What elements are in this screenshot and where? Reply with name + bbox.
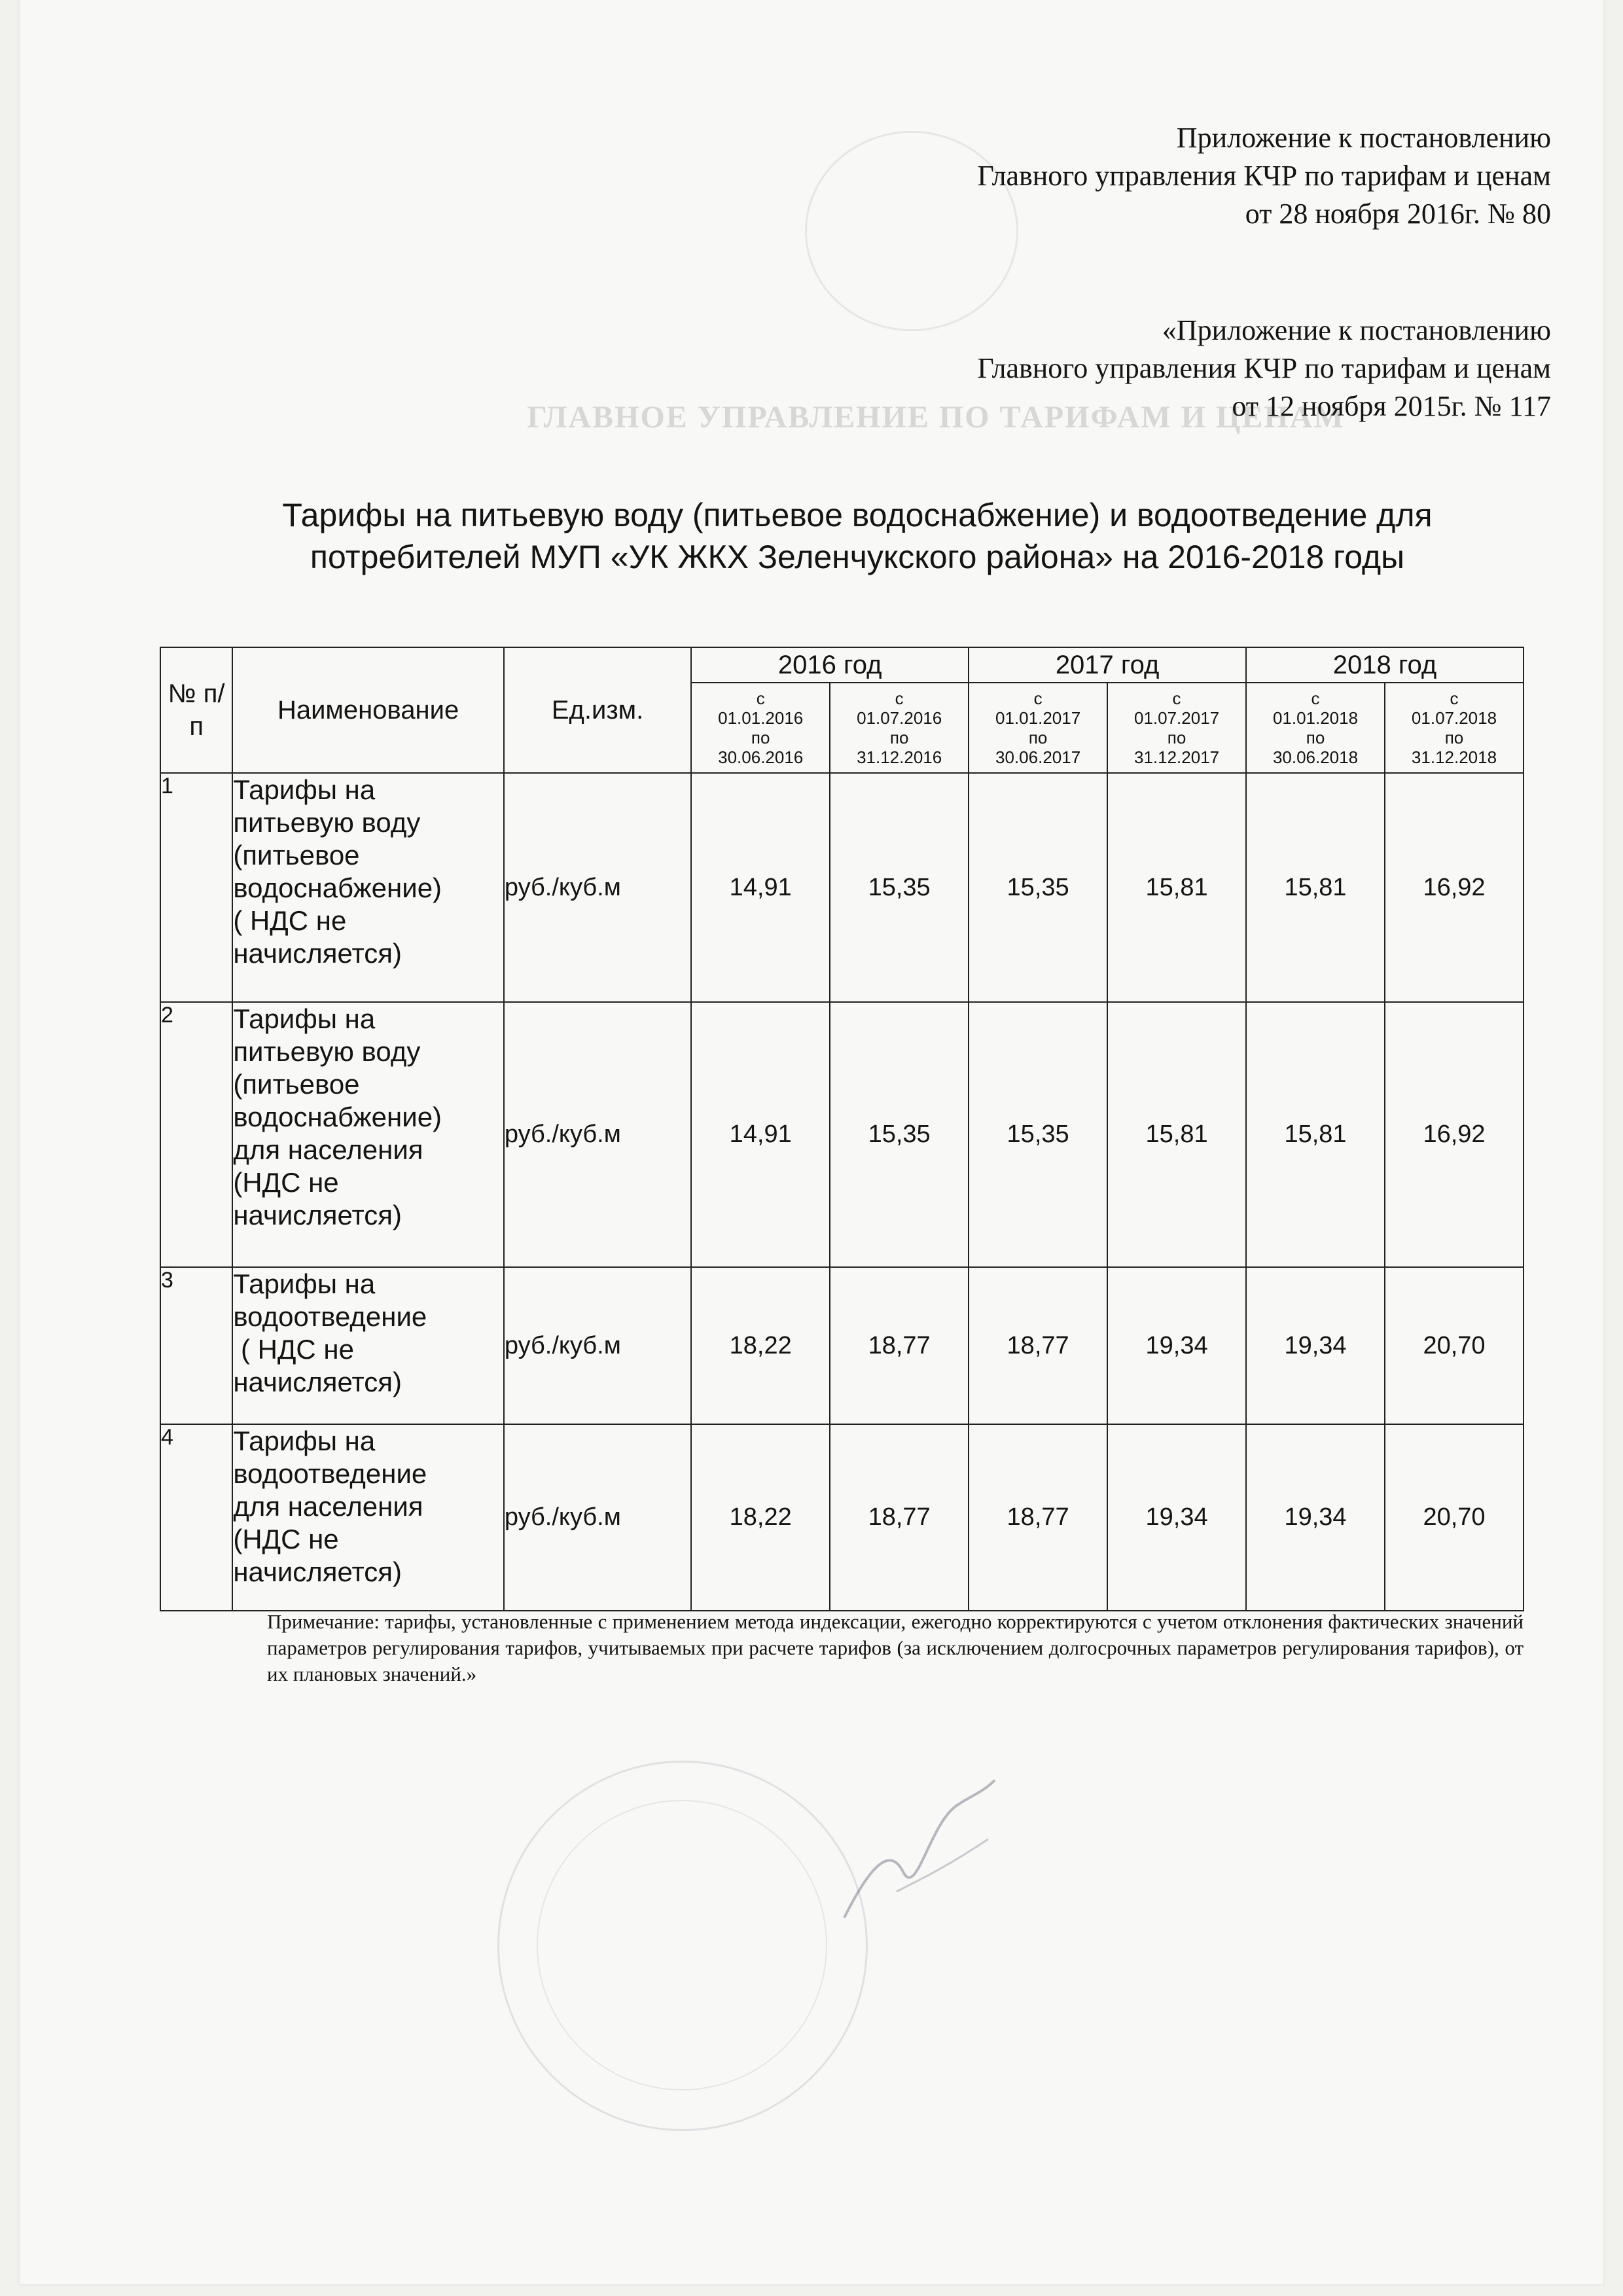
- tariff-value: 15,81: [1107, 1002, 1246, 1267]
- table-header-row: [160, 647, 1524, 683]
- table-note: Примечание: тарифы, установленные с применением метода индексации, ежегодно корректируются с учетом отклонения фактических значений параметров регулирования тарифов, учитываемых при расчете тарифов (за исключением долгосрочных параметров регулирования тарифов), от их плановых значений.»: [267, 1610, 1524, 1685]
- tariff-value: 15,81: [1107, 773, 1246, 1002]
- tariff-value: 19,34: [1107, 1424, 1246, 1611]
- tariff-value: 15,35: [830, 773, 969, 1002]
- row-number: 2: [160, 1002, 232, 1267]
- column-header-period: с 01.07.2018 по 31.12.2018: [1385, 683, 1524, 773]
- header-line: «Приложение к постановлению: [1162, 314, 1551, 346]
- row-name: Тарифы на питьевую воду (питьевое водоснабжение) ( НДС не начисляется): [232, 773, 504, 1002]
- header-line: от 28 ноября 2016г. № 80: [1245, 198, 1551, 230]
- appendix-header-current: [977, 119, 1551, 233]
- row-number: 1: [160, 773, 232, 1002]
- document-title: [196, 494, 1518, 578]
- column-header-name: Наименование: [232, 647, 504, 773]
- table-row: [160, 1002, 1524, 1267]
- row-unit: руб./куб.м: [504, 1424, 691, 1611]
- tariff-value: 15,35: [969, 773, 1107, 1002]
- table-row: [160, 1267, 1524, 1424]
- tariff-value: 15,35: [969, 1002, 1107, 1267]
- column-header-number: № п/п: [160, 647, 232, 773]
- tariff-value: 16,92: [1385, 1002, 1524, 1267]
- table-row: [160, 1424, 1524, 1611]
- title-line: Тарифы на питьевую воду (питьевое водоснабжение) и водоотведение для: [282, 497, 1433, 533]
- row-name: Тарифы на водоотведение для населения (НДС не начисляется): [232, 1424, 504, 1611]
- column-header-period: с 01.07.2016 по 31.12.2016: [830, 683, 969, 773]
- tariff-value: 19,34: [1107, 1267, 1246, 1424]
- header-line: Главного управления КЧР по тарифам и ценам: [977, 352, 1551, 384]
- tariff-value: 14,91: [691, 1002, 830, 1267]
- column-header-period: с 01.01.2017 по 30.06.2017: [969, 683, 1107, 773]
- column-header-period: с 01.01.2018 по 30.06.2018: [1246, 683, 1385, 773]
- title-line: потребителей МУП «УК ЖКХ Зеленчукского района» на 2016-2018 годы: [310, 539, 1405, 575]
- tariff-value: 15,35: [830, 1002, 969, 1267]
- tariff-value: 18,22: [691, 1267, 830, 1424]
- tariff-value: 18,22: [691, 1424, 830, 1611]
- row-number: 4: [160, 1424, 232, 1611]
- row-unit: руб./куб.м: [504, 773, 691, 1002]
- header-line: Приложение к постановлению: [1176, 122, 1551, 154]
- tariff-value: 16,92: [1385, 773, 1524, 1002]
- row-name: Тарифы на питьевую воду (питьевое водоснабжение) для населения (НДС не начисляется): [232, 1002, 504, 1267]
- tariff-value: 18,77: [969, 1267, 1107, 1424]
- tariff-value: 19,34: [1246, 1424, 1385, 1611]
- tariff-value: 15,81: [1246, 1002, 1385, 1267]
- column-header-period: с 01.01.2016 по 30.06.2016: [691, 683, 830, 773]
- tariff-value: 18,77: [830, 1267, 969, 1424]
- row-unit: руб./куб.м: [504, 1267, 691, 1424]
- tariff-value: 15,81: [1246, 773, 1385, 1002]
- header-line: от 12 ноября 2015г. № 117: [1232, 390, 1551, 422]
- table-row: [160, 773, 1524, 1002]
- bleed-through-heading: ГЛАВНОЕ УПРАВЛЕНИЕ ПО ТАРИФАМ И ЦЕНАМ: [527, 400, 1345, 435]
- column-header-year: 2018 год: [1246, 647, 1524, 683]
- row-number: 3: [160, 1267, 232, 1424]
- signature-mark: [831, 1767, 1027, 1937]
- tariff-value: 18,77: [969, 1424, 1107, 1611]
- header-line: Главного управления КЧР по тарифам и ценам: [977, 160, 1551, 192]
- row-unit: руб./куб.м: [504, 1002, 691, 1267]
- column-header-period: с 01.07.2017 по 31.12.2017: [1107, 683, 1246, 773]
- faded-stamp-inner-ring: [537, 1800, 827, 2090]
- column-header-year: 2017 год: [969, 647, 1246, 683]
- appendix-header-previous: [977, 312, 1551, 425]
- tariff-value: 20,70: [1385, 1424, 1524, 1611]
- tariff-value: 14,91: [691, 773, 830, 1002]
- column-header-unit: Ед.изм.: [504, 647, 691, 773]
- row-name: Тарифы на водоотведение ( НДС не начисляется): [232, 1267, 504, 1424]
- tariff-value: 18,77: [830, 1424, 969, 1611]
- column-header-year: 2016 год: [691, 647, 969, 683]
- tariff-value: 19,34: [1246, 1267, 1385, 1424]
- tariffs-table: [160, 647, 1524, 1611]
- tariff-value: 20,70: [1385, 1267, 1524, 1424]
